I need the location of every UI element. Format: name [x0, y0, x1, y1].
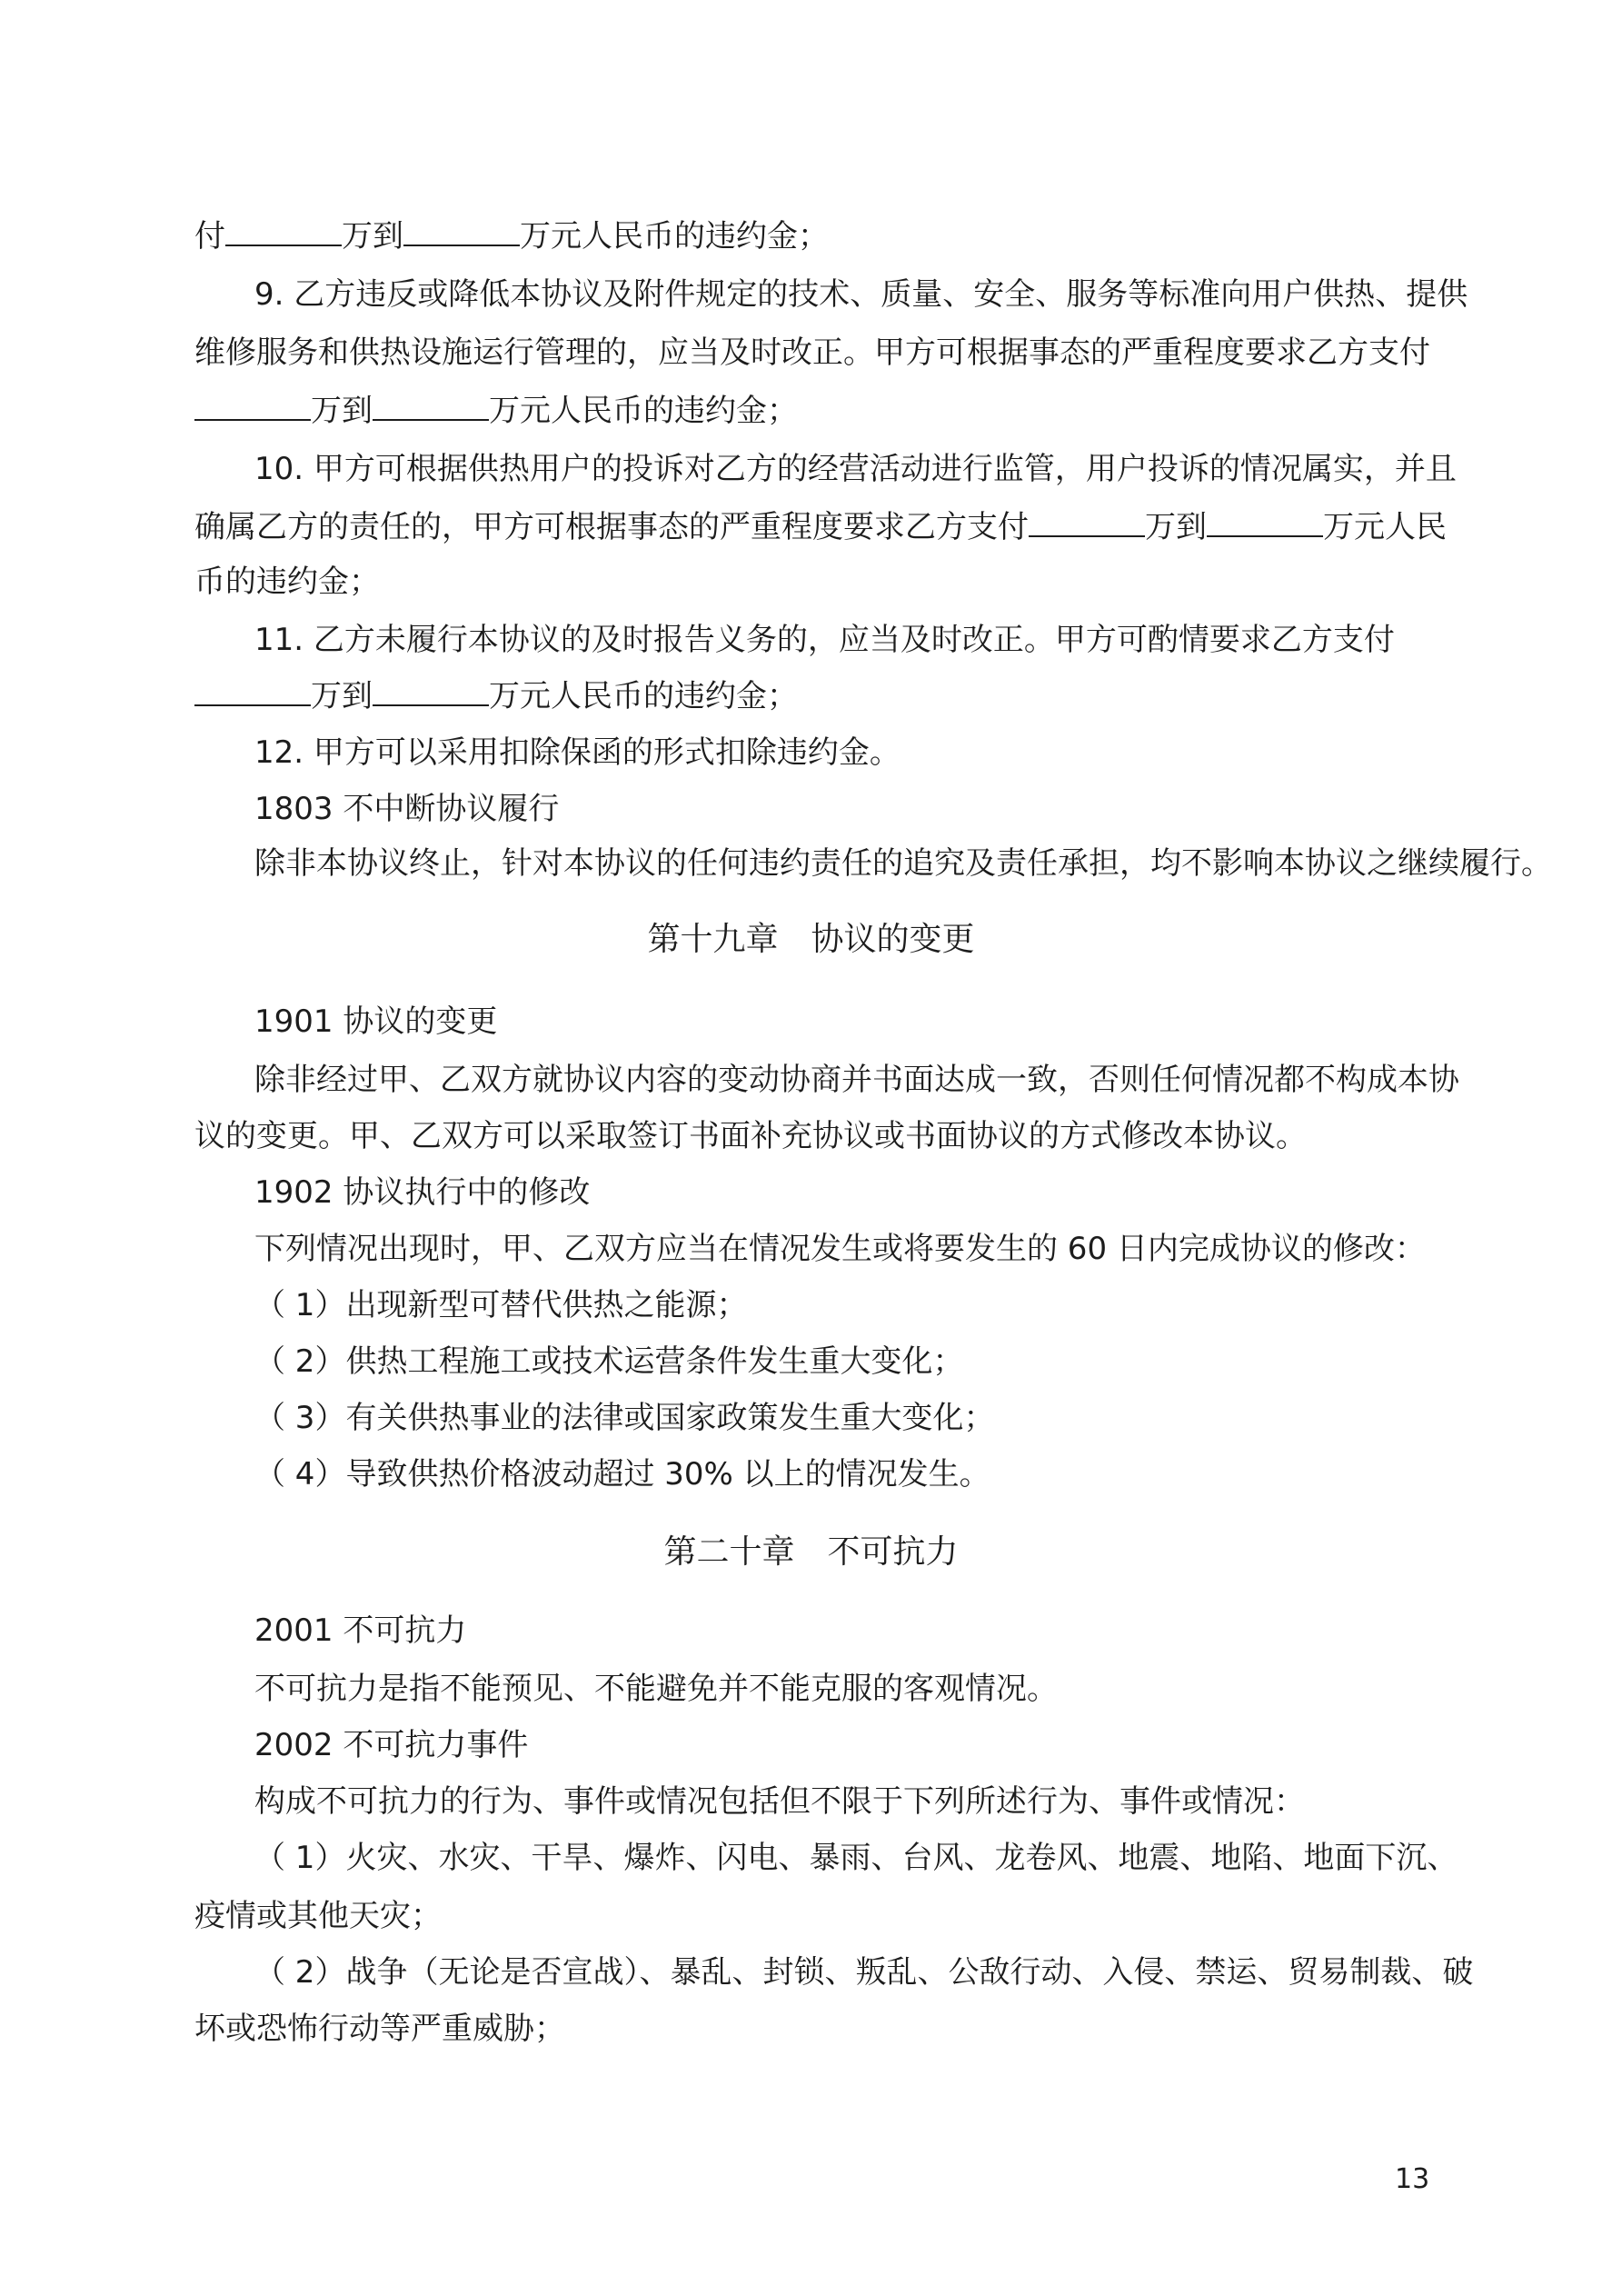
chapter-20-heading: 第二十章 不可抗力 [663, 1533, 959, 1571]
fill-blank [1029, 508, 1145, 537]
paragraph-line [194, 216, 1439, 256]
item-9-line-2: 维修服务和供热设施运行管理的，应当及时改正。甲方可根据事态的严重程度要求乙方支付 [194, 334, 1430, 371]
item-11-line-1: 11. 乙方未履行本协议的及时报告义务的，应当及时改正。甲方可酌情要求乙方支付 [254, 622, 1395, 658]
item-10-line-3: 币的违约金； [194, 564, 380, 600]
section-1902-title: 1902 协议执行中的修改 [254, 1174, 591, 1211]
fill-blank [373, 677, 489, 706]
section-1902-intro: 下列情况出现时，甲、乙双方应当在情况发生或将要发生的 60 日内完成协议的修改： [254, 1231, 1426, 1267]
text: 万到 [311, 678, 373, 714]
section-1901-line-1: 除非经过甲、乙双方就协议内容的变动协商并书面达成一致，否则任何情况都不构成本协 [254, 1062, 1459, 1098]
item-11-line-2 [194, 676, 1439, 716]
fill-blank [194, 677, 311, 706]
fill-blank [194, 392, 311, 421]
text: 万元人民币的违约金； [489, 393, 798, 429]
text: 万到 [1145, 509, 1207, 545]
section-2002-title: 2002 不可抗力事件 [254, 1727, 529, 1763]
item-12: 12. 甲方可以采用扣除保函的形式扣除违约金。 [254, 734, 901, 771]
list-item: （ 3）有关供热事业的法律或国家政策发生重大变化； [254, 1400, 995, 1436]
list-item-2-line-1: （ 2）战争（无论是否宣战）、暴乱、封锁、叛乱、公敌行动、入侵、禁运、贸易制裁、破 [254, 1954, 1474, 1991]
fill-blank [1207, 508, 1323, 537]
list-item-1-line-1: （ 1）火灾、水灾、干旱、爆炸、闪电、暴雨、台风、龙卷风、地震、地陷、地面下沉、 [254, 1840, 1458, 1876]
text: 确属乙方的责任的，甲方可根据事态的严重程度要求乙方支付 [194, 509, 1029, 545]
list-item-2-line-2: 坏或恐怖行动等严重威胁； [194, 2011, 565, 2047]
text: 付 [194, 218, 225, 255]
section-2002-intro: 构成不可抗力的行为、事件或情况包括但不限于下列所述行为、事件或情况： [254, 1783, 1305, 1820]
section-1901-title: 1901 协议的变更 [254, 1003, 498, 1040]
item-9-line-3 [194, 391, 1439, 431]
fill-blank [373, 392, 489, 421]
text: 万元人民 [1323, 509, 1447, 545]
section-2001-title: 2001 不可抗力 [254, 1612, 467, 1649]
text: 万到 [311, 393, 373, 429]
item-10-line-1: 10. 甲方可根据供热用户的投诉对乙方的经营活动进行监管，用户投诉的情况属实，并且 [254, 451, 1457, 487]
fill-blank [403, 217, 520, 246]
list-item-1-line-2: 疫情或其他天灾； [194, 1898, 442, 1934]
list-item: （ 1）出现新型可替代供热之能源； [254, 1287, 748, 1323]
list-item: （ 2）供热工程施工或技术运营条件发生重大变化； [254, 1343, 964, 1380]
section-1803-body: 除非本协议终止，针对本协议的任何违约责任的追究及责任承担，均不影响本协议之继续履行。 [254, 845, 1552, 882]
item-10-line-2 [194, 507, 1447, 547]
text: 万元人民币的违约金； [520, 218, 829, 255]
section-1803-title: 1803 不中断协议履行 [254, 791, 560, 827]
section-2001-body: 不可抗力是指不能预见、不能避免并不能克服的客观情况。 [254, 1671, 1058, 1707]
list-item: （ 4）导致供热价格波动超过 30% 以上的情况发生。 [254, 1456, 990, 1492]
chapter-19-heading: 第十九章 协议的变更 [647, 921, 975, 958]
item-9-line-1: 9. 乙方违反或降低本协议及附件规定的技术、质量、安全、服务等标准向用户供热、提供 [254, 276, 1468, 313]
text: 万元人民币的违约金； [489, 678, 798, 714]
section-1901-line-2: 议的变更。甲、乙双方可以采取签订书面补充协议或书面协议的方式修改本协议。 [194, 1118, 1307, 1154]
text: 万到 [342, 218, 403, 255]
fill-blank [225, 217, 342, 246]
page-number: 13 [1395, 2163, 1430, 2195]
